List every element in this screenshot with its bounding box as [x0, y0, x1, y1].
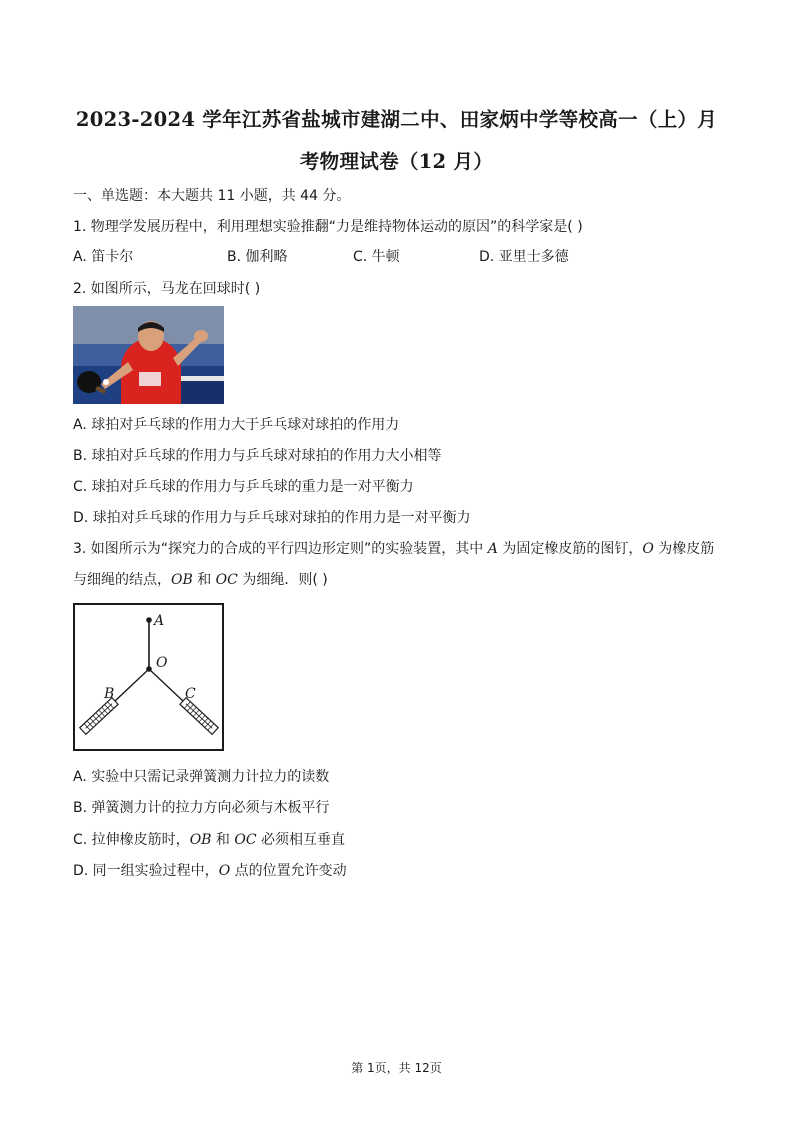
question-3-stem-line-1: 3. 如图所示为“探究力的合成的平行四边形定则”的实验装置，其中 A 为固定橡皮筋的图钉，O 为橡皮筋 [73, 541, 715, 557]
document-title-line-1: 2023-2024 学年江苏省盐城市建湖二中、田家炳中学等校高一（上）月 [75, 108, 718, 131]
q2-option-b: B. 球拍对乒乓球的作用力与乒乓球对球拍的作用力大小相等 [73, 448, 442, 464]
q3-option-d: D. 同一组实验过程中，O 点的位置允许变动 [73, 863, 347, 879]
q3-option-b: B. 弹簧测力计的拉力方向必须与木板平行 [73, 800, 330, 816]
question-3-stem-line-2: 与细绳的结点，OB 和 OC 为细绳．则( ) [73, 572, 328, 588]
q3-option-c: C. 拉伸橡皮筋时，OB 和 OC 必须相互垂直 [73, 832, 346, 848]
table-tennis-photo [73, 306, 224, 404]
q2-option-a: A. 球拍对乒乓球的作用力大于乒乓球对球拍的作用力 [73, 417, 400, 433]
figure-label-c: C [185, 686, 196, 702]
question-2-stem: 2. 如图所示，马龙在回球时( ) [73, 281, 261, 297]
figure-label-a: A [154, 613, 165, 629]
section-heading: 一、单选题：本大题共 11 小题，共 44 分。 [73, 188, 351, 204]
question-1-stem: 1. 物理学发展历程中，利用理想实验推翻“力是维持物体运动的原因”的科学家是( ) [73, 219, 583, 235]
q1-option-d: D. 亚里士多德 [479, 249, 569, 265]
figure-label-b: B [104, 686, 115, 702]
q1-option-c: C. 牛顿 [353, 249, 400, 265]
q1-option-a: A. 笛卡尔 [73, 249, 134, 265]
page-footer: 第 1页，共 12页 [351, 1061, 442, 1075]
q2-option-c: C. 球拍对乒乓球的作用力与乒乓球的重力是一对平衡力 [73, 479, 414, 495]
q3-option-a: A. 实验中只需记录弹簧测力计拉力的读数 [73, 769, 330, 785]
document-title-line-2: 考物理试卷（12 月） [299, 150, 494, 173]
q2-option-d: D. 球拍对乒乓球的作用力与乒乓球对球拍的作用力是一对平衡力 [73, 510, 471, 526]
figure-label-o: O [156, 655, 168, 671]
q1-option-b: B. 伽利略 [227, 249, 288, 265]
force-composition-diagram [73, 603, 224, 751]
